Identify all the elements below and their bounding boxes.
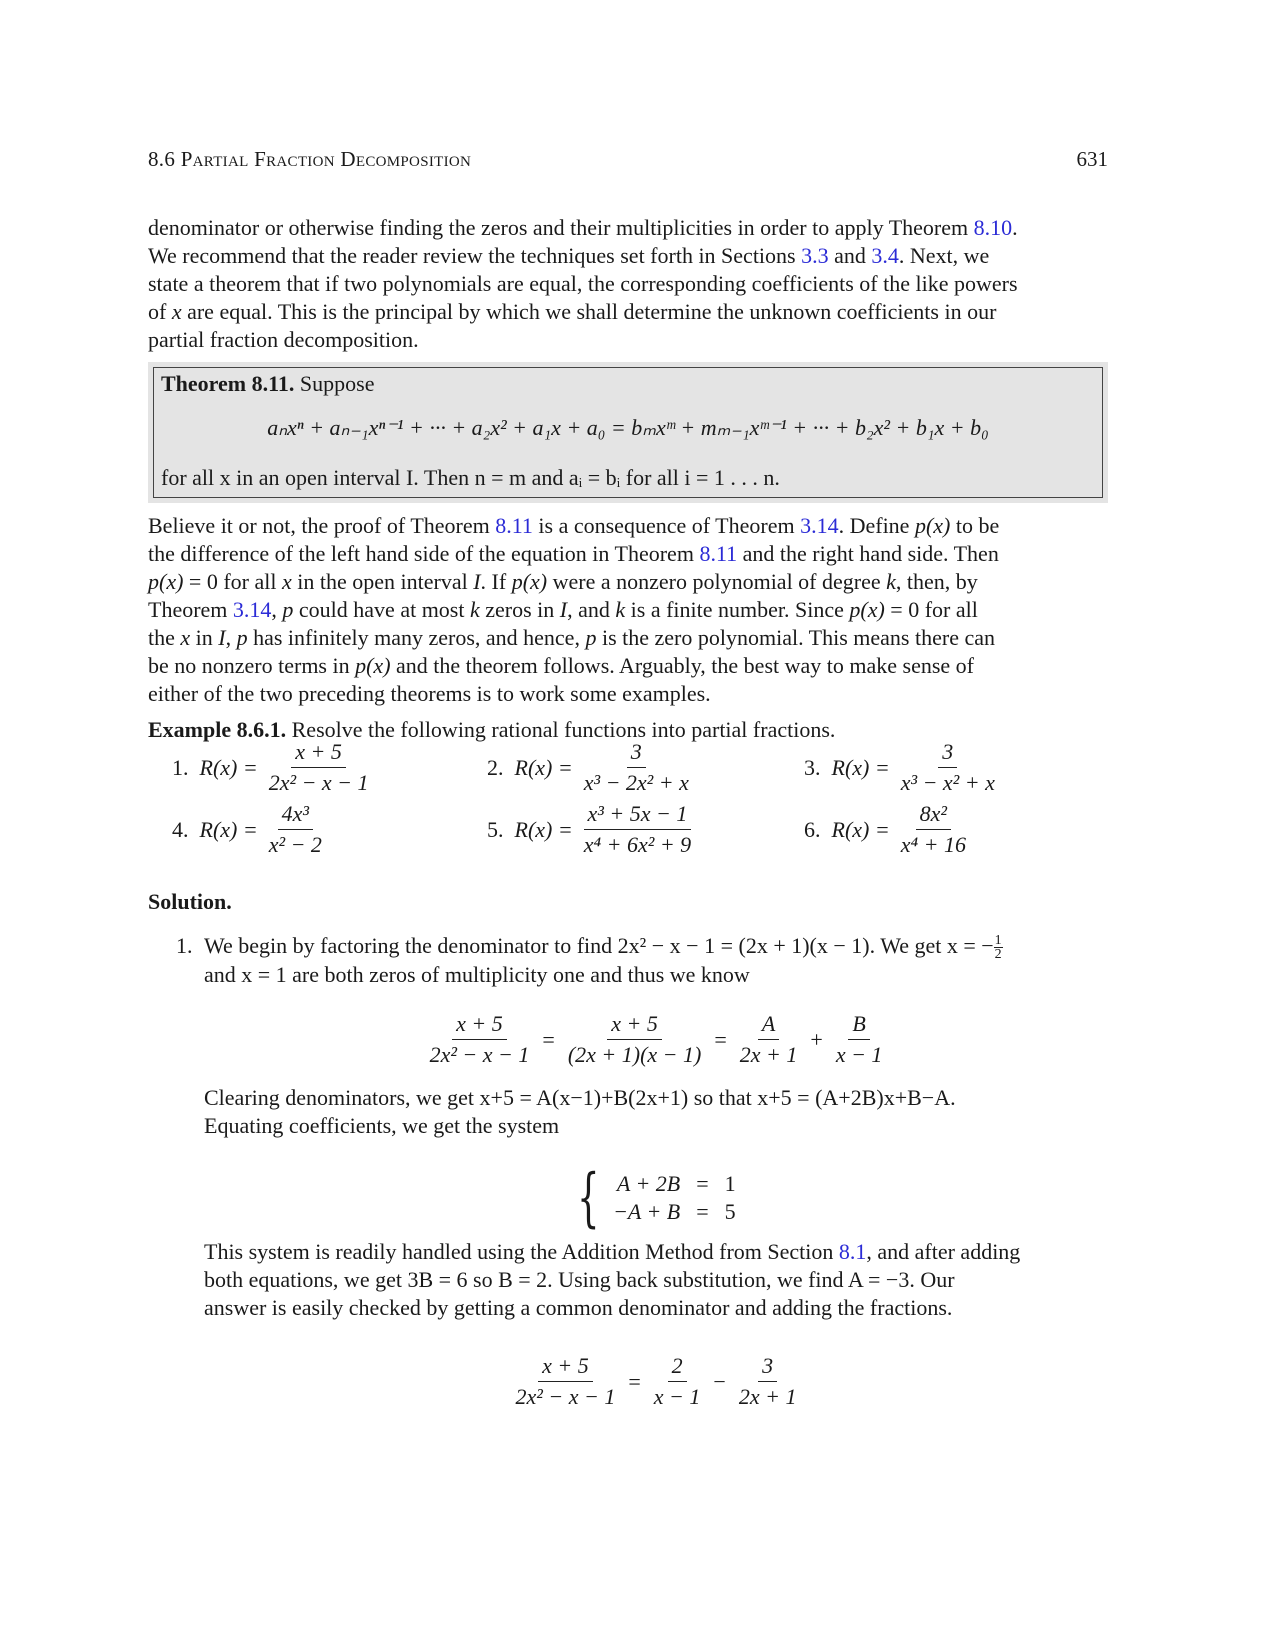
step1-line-3: Clearing denominators, we get x+5 = A(x−1)+B(2x+1) so that x+5 = (A+2B)x+B−A. <box>204 1085 956 1110</box>
theorem-equation: aₙxⁿ + aₙ₋₁xⁿ⁻¹ + ··· + a₂x² + a₁x + a₀ = bₘxᵐ + mₘ₋₁xᵐ⁻¹ + ··· + b₂x² + b₁x + b₀ <box>267 415 989 440</box>
section-8-1-link[interactable]: 8.1 <box>838 1239 867 1264</box>
proof-line: the difference of the left hand side of the equation in Theorem 8.11 and the right hand side. Then <box>148 541 999 566</box>
section-title: 8.6 Partial Fraction Decomposition <box>148 147 472 171</box>
system-row: −A + B = 5 <box>613 1199 736 1224</box>
example-item: 5. R(x) = $\frac{\text{x³ + 5x − 1}}{\text{x⁴ + 6x² + 9}}$ <box>487 801 692 857</box>
intro-line-2: We recommend that the reader review the techniques set forth in Sections 3.3 and 3.4. Next, we <box>148 243 990 268</box>
intro-line-5: partial fraction decomposition. <box>148 327 419 352</box>
step1-line-1: We begin by factoring the denominator to find 2x² − x − 1 = (2x + 1)(x − 1). We get x = − $\frac{1}{2}$ <box>204 933 1002 963</box>
step1-line-6: both equations, we get 3B = 6 so B = 2. Using back substitution, we find A = −3. Our <box>204 1267 955 1292</box>
left-brace: { <box>577 1161 600 1235</box>
proof-paragraph <box>148 512 1108 708</box>
decomposition-equation: $\frac{x + 5}{\text{2x² − x − 1}}$ = $\frac{x + 5}{(2x + 1)(x - 1)}$ = $\frac{A}{2x + 1}$ + $\frac{B}{x - 1}$ <box>429 1011 883 1067</box>
example-items <box>172 739 1108 882</box>
theorem-link[interactable]: 8.11 <box>699 541 738 566</box>
solution-step-number: 1. <box>176 933 193 958</box>
step1-line-2: and x = 1 are both zeros of multiplicity one and thus we know <box>204 962 750 988</box>
theorem-link[interactable]: 8.11 <box>495 513 533 538</box>
intro-line-4: of x are equal. This is the principal by which we shall determine the unknown coefficients in our <box>148 299 997 324</box>
proof-line: Believe it or not, the proof of Theorem 8.11 is a consequence of Theorem 3.14. Define p(x) to be <box>148 513 1000 538</box>
solution-step-1-conclusion <box>204 1238 1108 1322</box>
theorem-heading <box>161 370 374 398</box>
intro-paragraph <box>148 214 1108 354</box>
theorem-intro: Suppose <box>299 371 375 396</box>
check-equation: $\frac{x + 5}{\text{2x² − x − 1}}$ = $\frac{2}{x - 1}$ − $\frac{3}{2x + 1}$ <box>515 1353 797 1409</box>
theorem-label: Theorem 8.11. <box>161 371 295 396</box>
section-3-3-link[interactable]: 3.3 <box>801 243 829 268</box>
linear-system <box>204 1161 1108 1235</box>
example-item: 1. R(x) = $\frac{x + 5}{\text{2x² − x − 1}}$ <box>172 739 369 795</box>
proof-line: be no nonzero terms in p(x) and the theorem follows. Arguably, the best way to make sense of <box>148 653 975 678</box>
theorem-link[interactable]: 3.14 <box>800 513 839 538</box>
intro-line-1: denominator or otherwise finding the zeros and their multiplicities in order to apply Theorem 8.10. <box>148 215 1018 240</box>
example-label: Example 8.6.1. <box>148 717 287 742</box>
proof-line: either of the two preceding theorems is to work some examples. <box>148 681 711 706</box>
proof-line: Theorem 3.14, p could have at most k zeros in I, and k is a finite number. Since p(x) = 0 for all <box>148 597 978 622</box>
proof-line: the x in I, p has infinitely many zeros, and hence, p is the zero polynomial. This means there can <box>148 625 995 650</box>
system-table <box>605 1170 744 1226</box>
theorem-link[interactable]: 3.14 <box>232 597 272 622</box>
step1-line-4: Equating coefficients, we get the system <box>204 1113 560 1138</box>
example-prompt: Resolve the following rational functions into partial fractions. <box>291 717 836 742</box>
example-item: 3. R(x) = $\frac{3}{\text{x³ − x² + x}}$ <box>804 739 995 795</box>
solution-label: Solution. <box>148 889 232 914</box>
solution-step-1-continued <box>204 1084 1108 1140</box>
theorem-8-10-link[interactable]: 8.10 <box>973 215 1013 240</box>
proof-line: p(x) = 0 for all x in the open interval I. If p(x) were a nonzero polynomial of degree k, then, by <box>148 569 978 594</box>
intro-line-3: state a theorem that if two polynomials are equal, the corresponding coefficients of the like powers <box>148 271 1018 296</box>
step1-line-7: answer is easily checked by getting a common denominator and adding the fractions. <box>204 1295 953 1320</box>
system-row: A + 2B = 1 <box>616 1171 736 1196</box>
example-item: 6. R(x) = $\frac{\text{8x²}}{\text{x⁴ + 16}}$ <box>804 801 966 857</box>
section-3-4-link[interactable]: 3.4 <box>871 243 899 268</box>
example-item: 4. R(x) = $\frac{\text{4x³}}{\text{x² − 2}}$ <box>172 801 322 857</box>
example-item: 2. R(x) = $\frac{3}{\text{x³ − 2x² + x}}$ <box>487 739 689 795</box>
step1-line-5: This system is readily handled using the Addition Method from Section 8.1, and after adding <box>204 1239 1021 1264</box>
solution-step-1 <box>204 932 1108 989</box>
one-half-fraction: $\frac{1}{2}$ <box>994 933 1002 963</box>
theorem-box <box>148 362 1108 503</box>
theorem-conclusion: for all x in an open interval I. Then n = m and aᵢ = bᵢ for all i = 1 . . . n. <box>161 465 780 490</box>
running-header <box>148 147 1108 177</box>
page-number: 631 <box>1076 147 1108 171</box>
